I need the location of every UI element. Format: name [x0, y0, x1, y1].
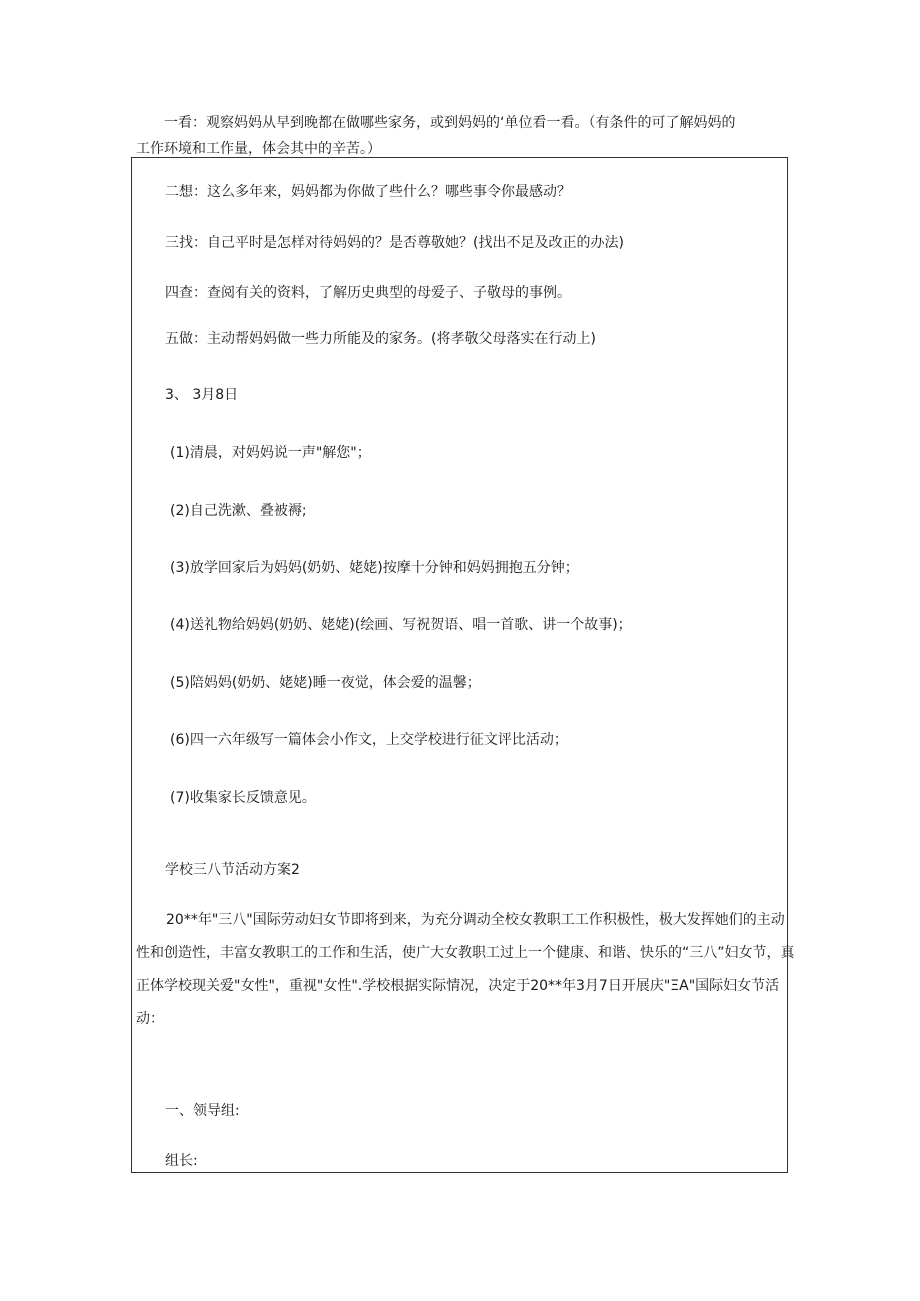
step-think: 二想：这么多年来，妈妈都为你做了些什么？哪些事令你最感动？ [165, 184, 571, 200]
body-paragraph: 20**年"三八"国际劳动妇女节即将到来，为充分调动全校女教职工工作积极性，极大发挥她们的主动性和创造性，丰富女教职工的工作和生活，使广大女教职工过上一个健康、和谐、快乐的“三八”妇女节，真正体学校现关爱"女性"，重视"女性".学校根据实际情况，决定于20**年3月7日开展庆"ΞA"国际妇女节活动： [136, 912, 795, 1027]
step-find: 三找：自己平时是怎样对待妈妈的？是否尊敬她？(找出不足及改正的办法) [165, 235, 624, 251]
activity-item: (2)自己洗漱、叠被褥; [170, 503, 307, 519]
activity-item: (7)收集家长反馈意见。 [170, 790, 316, 806]
step-do: 五做：主动帮妈妈做一些力所能及的家务。(将孝敬父母落实在行动上) [165, 331, 596, 347]
leadership-heading: 一、领导组: [165, 1103, 240, 1119]
date-heading: 3、 3月8日 [165, 387, 239, 403]
leader-label: 组长: [165, 1153, 198, 1169]
intro-line-1: 一看：观察妈妈从早到晚都在做哪些家务，或到妈妈的‘单位看一看。（有条件的可了解妈妈的 [164, 115, 736, 131]
activity-item: (4)送礼物给妈妈(奶奶、姥姥)(绘画、写祝贺语、唱一首歌、讲一个故事)； [170, 617, 632, 633]
activity-item: (5)陪妈妈(奶奶、姥姥)睡一夜觉，体会爱的温馨； [170, 675, 481, 691]
activity-item: (1)清晨，对妈妈说一声"解您"； [170, 445, 371, 461]
section-title: 学校三八节活动方案2 [165, 862, 300, 878]
intro-paragraph [136, 110, 796, 162]
activity-item: (6)四一六年级写一篇体会小作文，上交学校进行征文评比活动； [170, 732, 568, 748]
intro-line-2: 工作环境和工作量，体会其中的辛苦。） [136, 141, 381, 157]
step-check: 四查：查阅有关的资料，了解历史典型的母爱子、子敬母的事例。 [165, 285, 571, 301]
activity-item: (3)放学回家后为妈妈(奶奶、姥姥)按摩十分钟和妈妈拥抱五分钟； [170, 560, 579, 576]
